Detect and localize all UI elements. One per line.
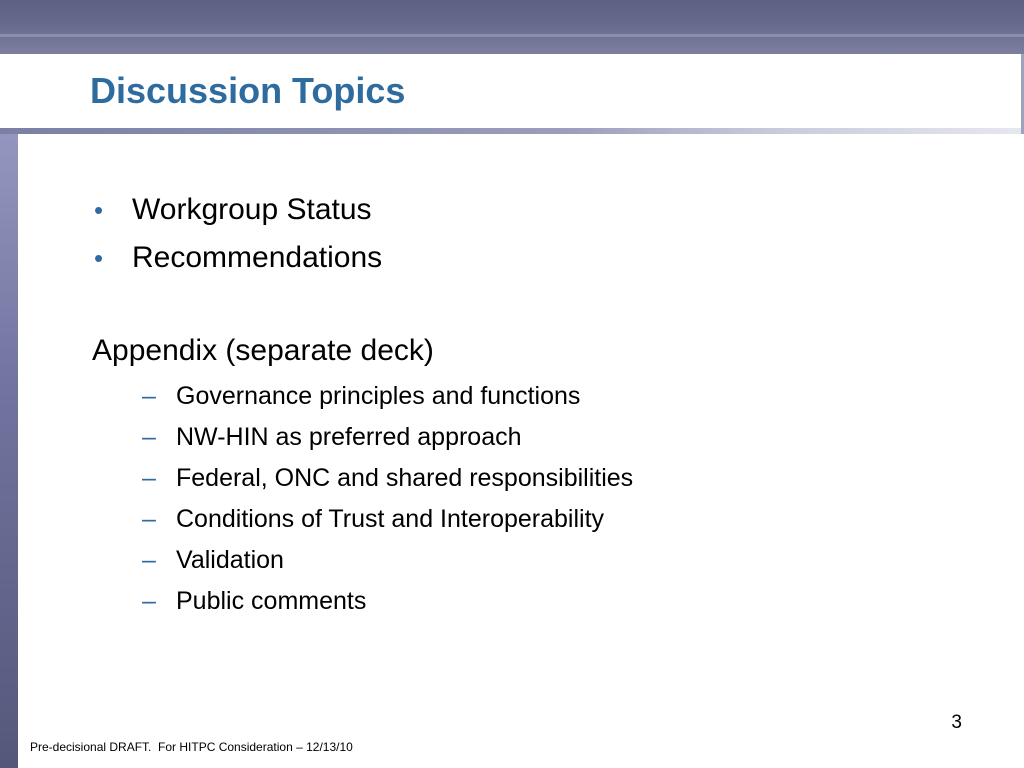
slide-title: Discussion Topics	[90, 70, 406, 111]
appendix-item	[92, 499, 972, 540]
dash-icon: –	[142, 382, 156, 410]
dash-icon: –	[142, 464, 156, 492]
dash-icon: –	[142, 587, 156, 615]
appendix-item-text: Federal, ONC and shared responsibilities	[176, 464, 634, 492]
bullet-item	[92, 234, 972, 282]
appendix-item-text: Governance principles and functions	[176, 382, 581, 410]
left-accent-bar	[0, 134, 18, 768]
slide-content	[92, 186, 972, 622]
dash-icon: –	[142, 505, 156, 533]
dash-icon: –	[142, 423, 156, 451]
appendix-item-text: Conditions of Trust and Interoperability	[176, 505, 605, 533]
appendix-item-text: Public comments	[176, 587, 367, 615]
dash-icon: –	[142, 546, 156, 574]
top-banner	[0, 0, 1024, 54]
bullet-list	[92, 186, 972, 282]
bullet-text: Recommendations	[132, 241, 383, 274]
title-underline	[0, 128, 1024, 134]
appendix-item	[92, 458, 972, 499]
page-number: 3	[951, 712, 962, 733]
bullet-text: Workgroup Status	[132, 193, 372, 226]
footer-note: Pre-decisional DRAFT. For HITPC Consideration – 12/13/10	[30, 740, 353, 754]
bullet-item	[92, 186, 972, 234]
appendix-item	[92, 417, 972, 458]
appendix-heading: Appendix (separate deck)	[92, 334, 434, 367]
top-banner-stripe	[0, 34, 1024, 37]
appendix-item-text: Validation	[176, 546, 284, 574]
appendix-item	[92, 540, 972, 581]
bullet-icon: •	[94, 243, 104, 273]
appendix-list	[92, 376, 972, 622]
appendix-item	[92, 376, 972, 417]
bullet-icon: •	[94, 195, 104, 225]
appendix-item-text: NW-HIN as preferred approach	[176, 423, 522, 451]
appendix-item	[92, 581, 972, 622]
